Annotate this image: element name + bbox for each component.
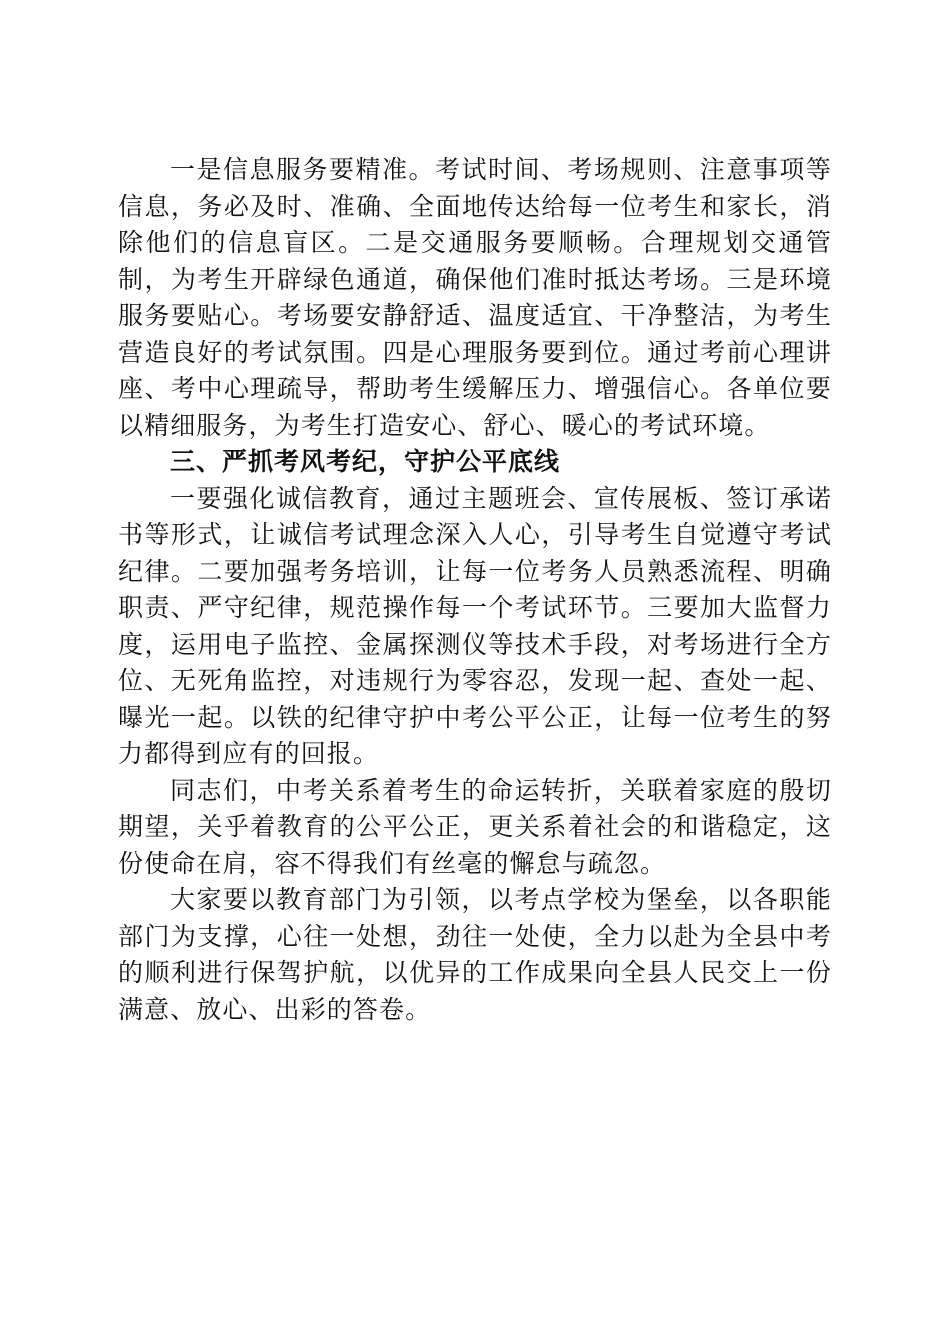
paragraph-comrades: 同志们，中考关系着考生的命运转折，关联着家庭的殷切期望，关乎着教育的公平公正，更关系着社会的和谐稳定，这份使命在肩，容不得我们有丝毫的懈怠与疏忽。 (118, 775, 832, 878)
document-body (118, 152, 832, 1028)
paragraph-discipline: 一要强化诚信教育，通过主题班会、宣传展板、签订承诺书等形式，让诚信考试理念深入人心，引导考生自觉遵守考试纪律。二要加强考务培训，让每一位考务人员熟悉流程、明确职责、严守纪律，规范操作每一个考试环节。三要加大监督力度，运用电子监控、金属探测仪等技术手段，对考场进行全方位、无死角监控，对违规行为零容忍，发现一起、查处一起、曝光一起。以铁的纪律守护中考公平公正，让每一位考生的努力都得到应有的回报。 (118, 483, 832, 768)
section-heading-discipline: 三、严抓考风考纪，守护公平底线 (170, 447, 561, 476)
paragraph-closing: 大家要以教育部门为引领，以考点学校为堡垒，以各职能部门为支撑，心往一处想，劲往一处使，全力以赴为全县中考的顺利进行保驾护航，以优异的工作成果向全县人民交上一份满意、放心、出彩的答卷。 (118, 885, 832, 1024)
paragraph-service: 一是信息服务要精准。考试时间、考场规则、注意事项等信息，务必及时、准确、全面地传达给每一位考生和家长，消除他们的信息盲区。二是交通服务要顺畅。合理规划交通管制，为考生开辟绿色通道，确保他们准时抵达考场。三是环境服务要贴心。考场要安静舒适、温度适宜、干净整洁，为考生营造良好的考试氛围。四是心理服务要到位。通过考前心理讲座、考中心理疏导，帮助考生缓解压力、增强信心。各单位要以精细服务，为考生打造安心、舒心、暖心的考试环境。 (118, 155, 832, 440)
